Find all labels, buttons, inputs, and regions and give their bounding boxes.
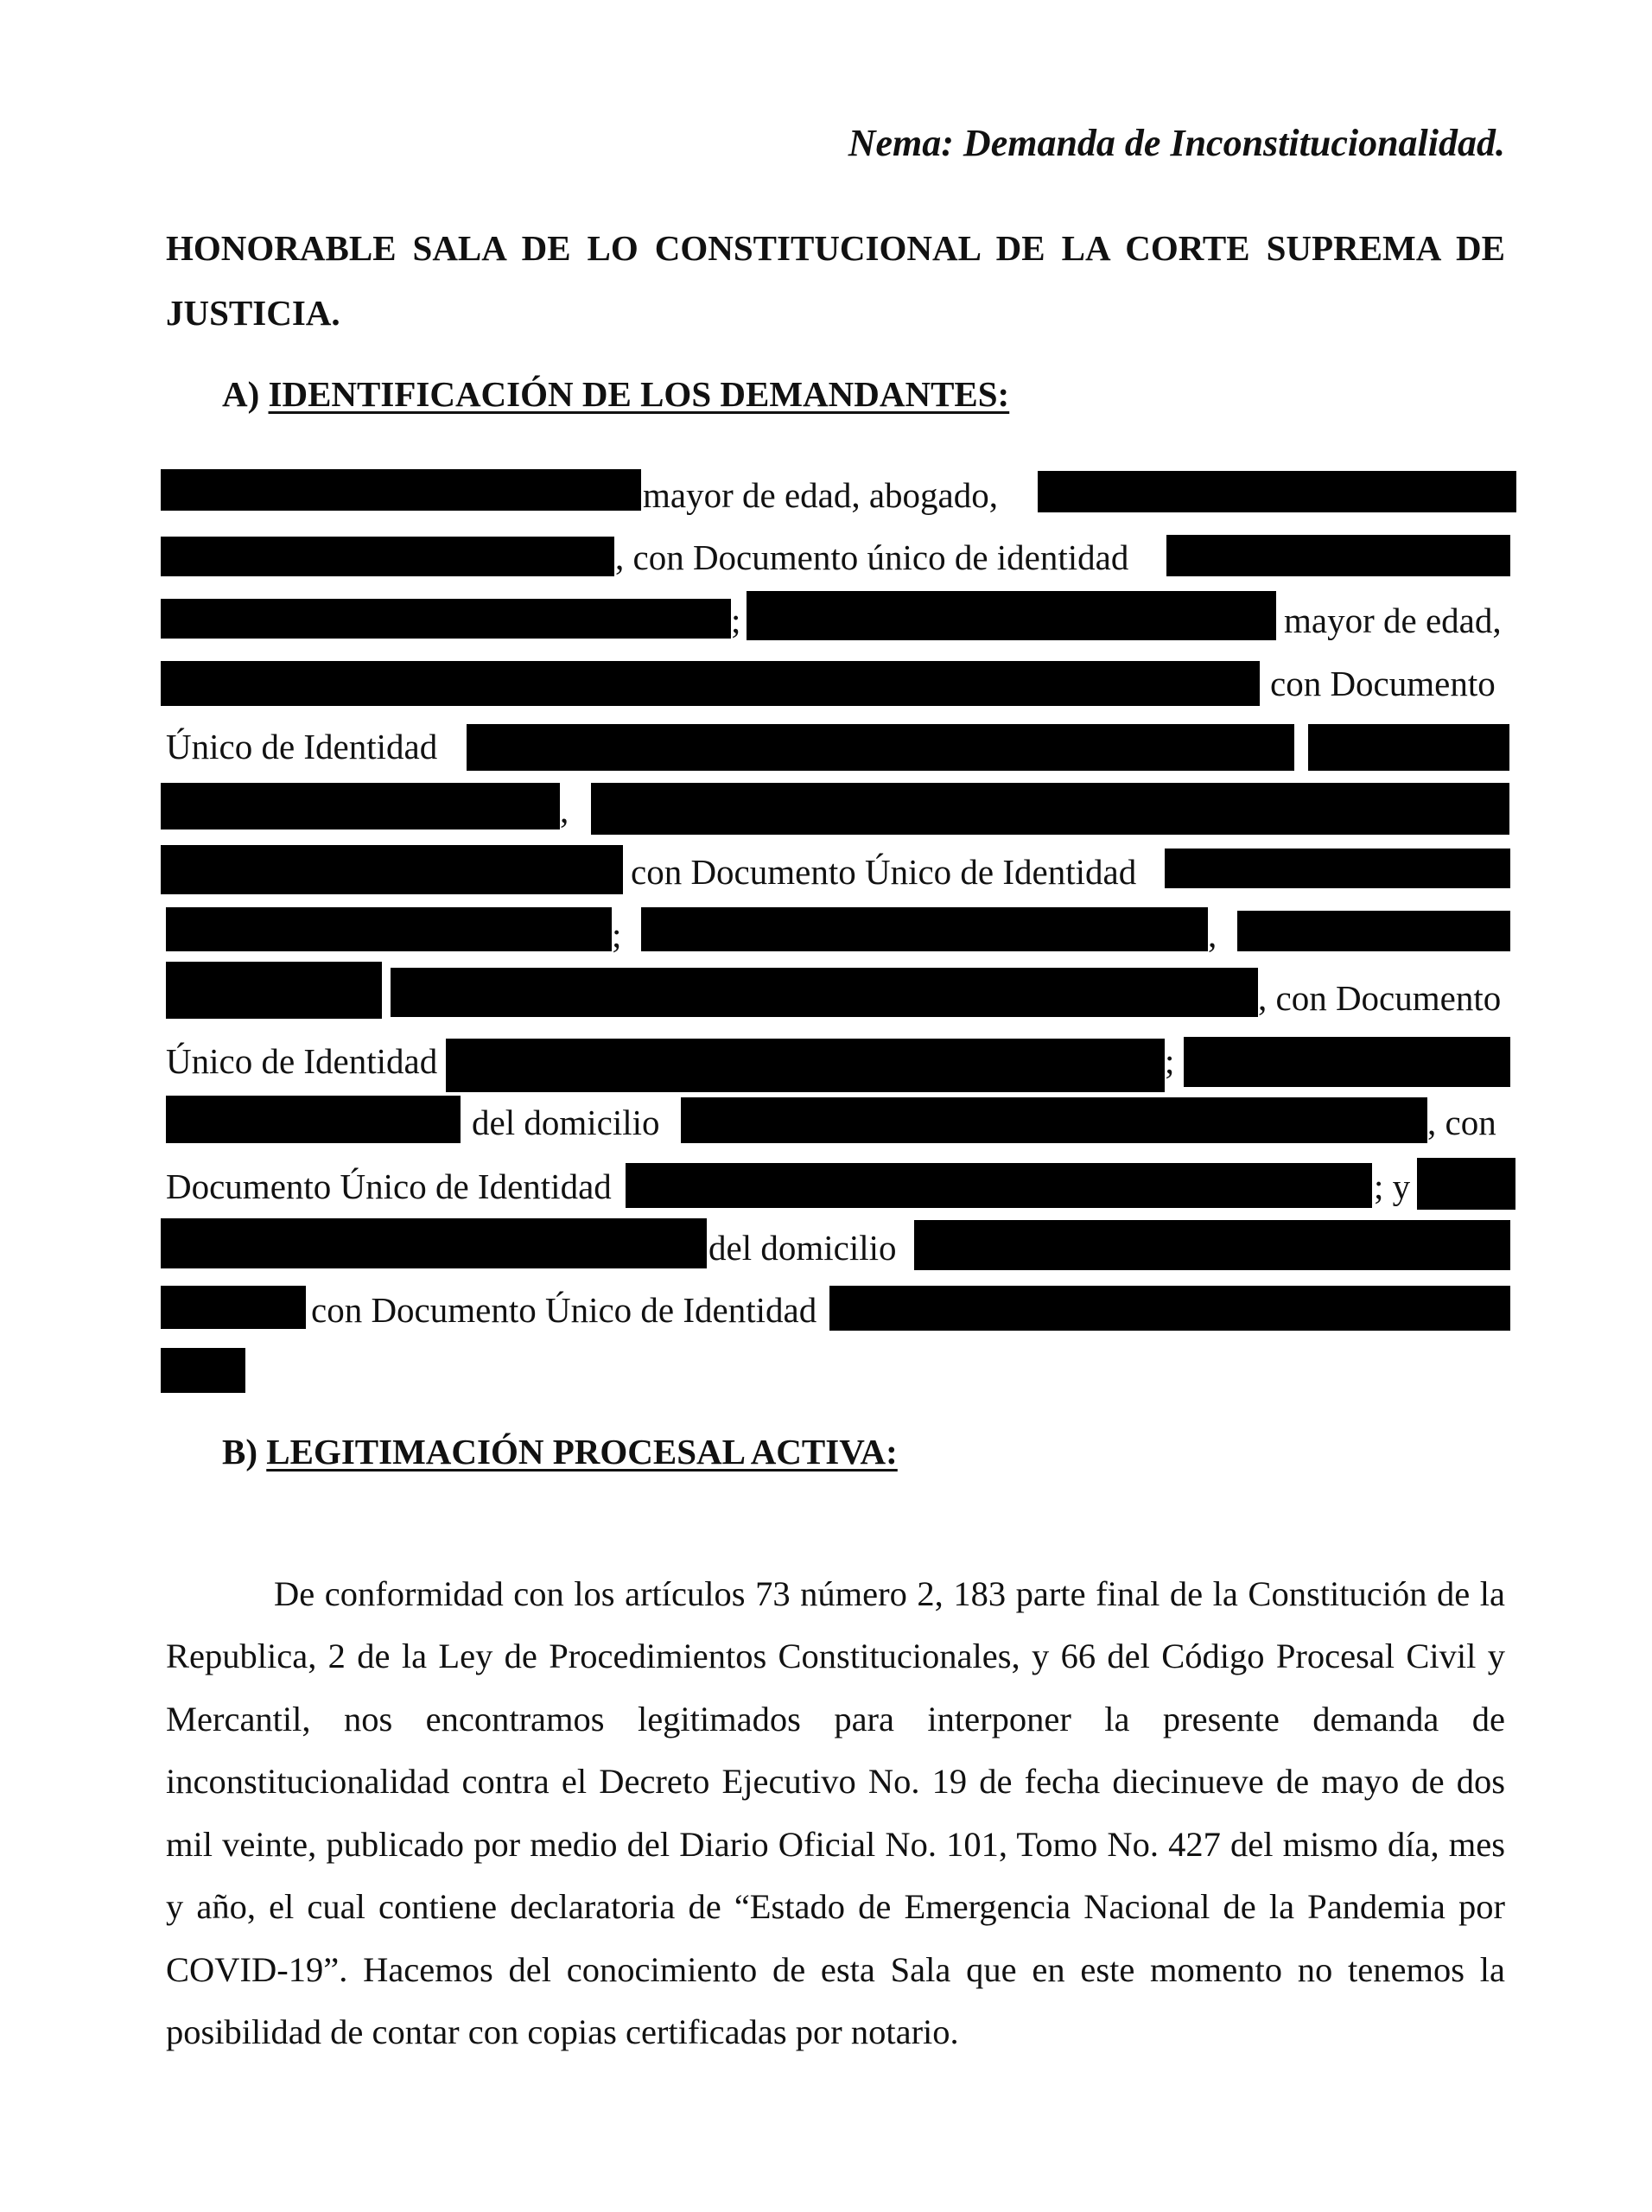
- redaction-bar: [161, 469, 641, 511]
- section-a-title: IDENTIFICACIÓN DE LOS DEMANDANTES:: [268, 374, 1010, 414]
- addressee-heading: HONORABLE SALA DE LO CONSTITUCIONAL DE LA CORTE SUPREMA DE JUSTICIA.: [166, 228, 1505, 333]
- text-fragment: del domicilio: [708, 1228, 897, 1268]
- redaction-bar: [161, 537, 614, 576]
- redaction-bar: [161, 1218, 707, 1268]
- text-fragment: ,: [1208, 915, 1217, 955]
- text-fragment: Documento Único de Identidad: [166, 1166, 612, 1206]
- text-fragment: con Documento Único de Identidad: [631, 852, 1137, 892]
- redaction-bar: [591, 783, 1509, 835]
- text-fragment: , con Documento: [1258, 978, 1502, 1018]
- redaction-bar: [161, 845, 623, 894]
- redaction-bar: [161, 1286, 306, 1329]
- redaction-bar: [626, 1163, 1372, 1208]
- text-fragment: ,: [560, 791, 569, 830]
- redaction-bar: [1237, 911, 1510, 951]
- redaction-bar: [161, 599, 731, 639]
- section-a-letter: A): [222, 374, 260, 414]
- nema-subject: Nema: Demanda de Inconstitucionalidad.: [848, 122, 1505, 164]
- section-a-heading: [222, 373, 1009, 415]
- redaction-bar: [391, 968, 1258, 1017]
- text-fragment: Único de Identidad: [166, 1041, 438, 1081]
- redaction-bar: [1308, 724, 1509, 771]
- redaction-bar: [161, 783, 560, 830]
- text-fragment: Único de Identidad: [166, 727, 438, 766]
- redaction-bar: [161, 661, 1260, 706]
- redaction-bar: [1166, 535, 1510, 576]
- text-fragment: , con Documento único de identidad: [615, 537, 1129, 577]
- text-fragment: ;: [1165, 1041, 1175, 1081]
- redaction-bar: [747, 591, 1276, 640]
- text-fragment: mayor de edad, abogado,: [643, 475, 998, 515]
- redaction-bar: [166, 1096, 461, 1143]
- redaction-bar: [914, 1220, 1510, 1270]
- text-fragment: del domicilio: [472, 1103, 660, 1142]
- section-b-title: LEGITIMACIÓN PROCESAL ACTIVA:: [266, 1432, 898, 1471]
- redaction-bar: [1417, 1158, 1515, 1210]
- redaction-bar: [467, 724, 1294, 771]
- redaction-bar: [829, 1286, 1510, 1331]
- redaction-bar: [161, 1348, 245, 1393]
- text-fragment: con Documento: [1270, 664, 1496, 703]
- redaction-bar: [641, 907, 1208, 951]
- text-fragment: mayor de edad,: [1284, 601, 1502, 640]
- text-fragment: con Documento Único de Identidad: [311, 1290, 817, 1330]
- section-b-heading: [222, 1431, 898, 1472]
- legitimation-paragraph: De conformidad con los artículos 73 número 2, 183 parte final de la Constitución de la Republica, 2 de la Ley de Procedimientos Constitucionales, y 66 del Código Procesal Civil y Mercantil, nos encontramos legitimados para interponer la presente demanda de inconstitucionalidad contra el Decreto Ejecutivo No. 19 de fecha diecinueve de mayo de dos mil veinte, publicado por medio del Diario Oficial No. 101, Tomo No. 427 del mismo día, mes y año, el cual contiene declaratoria de “Estado de Emergencia Nacional de la Pandemia por COVID-19”. Hacemos del conocimiento de esta Sala que en este momento no tenemos la posibilidad de contar con copias certificadas por notario.: [166, 1573, 1505, 2051]
- section-b-letter: B): [222, 1432, 257, 1471]
- redaction-bar: [1038, 471, 1516, 512]
- text-fragment: ;: [731, 601, 741, 640]
- redaction-bar: [166, 962, 382, 1019]
- redaction-bar: [681, 1097, 1427, 1143]
- redaction-bar: [166, 907, 612, 951]
- redaction-bar: [1165, 849, 1510, 888]
- text-fragment: , con: [1427, 1103, 1496, 1142]
- redaction-bar: [1184, 1037, 1510, 1087]
- text-fragment: ;: [612, 915, 622, 955]
- text-fragment: ; y: [1374, 1166, 1411, 1206]
- redaction-bar: [446, 1039, 1165, 1092]
